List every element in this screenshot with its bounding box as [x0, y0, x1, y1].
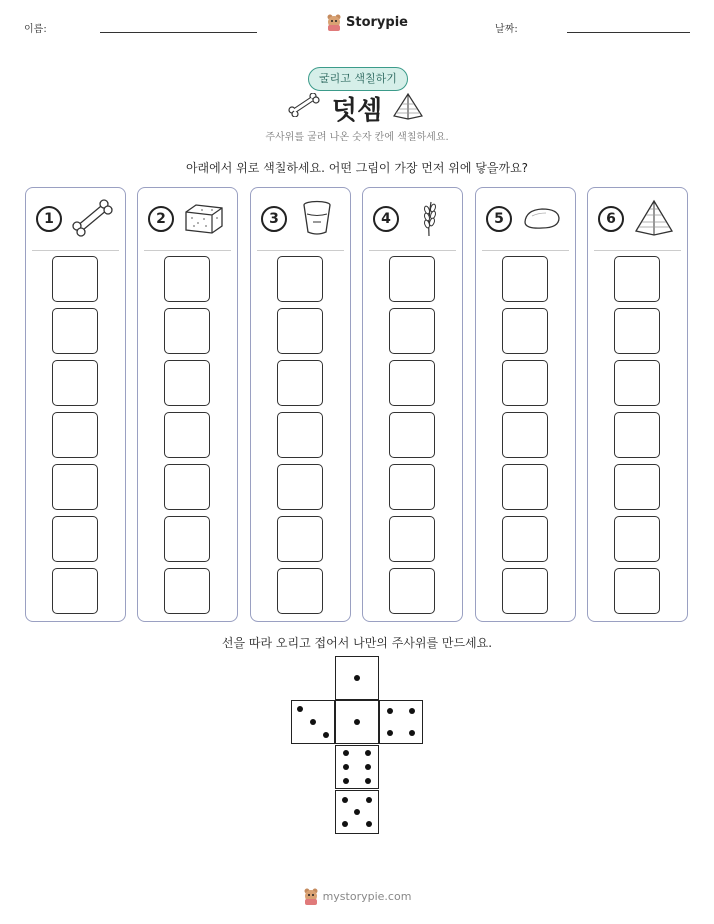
activity-badge: 굴리고 색칠하기 — [308, 67, 408, 91]
color-box[interactable] — [614, 516, 660, 562]
stone-icon — [520, 198, 564, 238]
color-box[interactable] — [52, 568, 98, 614]
storypie-bear-icon — [303, 887, 319, 905]
instruction-text: 아래에서 위로 색칠하세요. 어떤 그림이 가장 먼저 위에 닿을까요? — [185, 161, 529, 175]
page-title: 덧셈 — [331, 96, 383, 126]
color-box[interactable] — [52, 464, 98, 510]
column-divider — [257, 250, 344, 251]
track-column-4 — [362, 187, 463, 622]
die-face-6 — [335, 790, 379, 834]
color-box[interactable] — [389, 256, 435, 302]
color-box[interactable] — [614, 360, 660, 406]
color-box[interactable] — [614, 568, 660, 614]
color-box[interactable] — [52, 308, 98, 354]
color-box[interactable] — [164, 464, 210, 510]
track-column-6 — [587, 187, 688, 622]
color-box[interactable] — [164, 568, 210, 614]
track-column-5 — [475, 187, 576, 622]
color-box[interactable] — [164, 308, 210, 354]
color-box[interactable] — [614, 308, 660, 354]
column-divider — [594, 250, 681, 251]
color-box[interactable] — [277, 308, 323, 354]
color-box[interactable] — [277, 360, 323, 406]
bone-icon — [70, 198, 114, 238]
cup-icon — [295, 198, 339, 238]
die-face-5 — [335, 745, 379, 789]
color-box[interactable] — [502, 360, 548, 406]
cut-instruction: 선을 따라 오리고 접어서 나만의 주사위를 만드세요. — [221, 636, 493, 650]
column-divider — [144, 250, 231, 251]
color-box[interactable] — [502, 568, 548, 614]
color-box[interactable] — [52, 360, 98, 406]
color-box[interactable] — [502, 464, 548, 510]
column-number: 1 — [36, 206, 62, 232]
die-pip — [323, 732, 329, 738]
name-field-line[interactable] — [100, 32, 257, 33]
date-label: 날짜: — [495, 24, 518, 35]
track-column-2 — [137, 187, 238, 622]
column-number: 5 — [486, 206, 512, 232]
die-pip — [343, 750, 349, 756]
die-pip — [354, 719, 360, 725]
column-number: 6 — [598, 206, 624, 232]
die-pip — [310, 719, 316, 725]
die-pip — [365, 778, 371, 784]
die-pip — [387, 730, 393, 736]
color-box[interactable] — [52, 412, 98, 458]
footer — [0, 887, 714, 905]
die-face-3 — [335, 700, 379, 744]
die-pip — [409, 730, 415, 736]
die-pip — [365, 764, 371, 770]
storypie-bear-icon — [326, 13, 342, 31]
column-number: 2 — [148, 206, 174, 232]
color-box[interactable] — [502, 256, 548, 302]
color-box[interactable] — [389, 412, 435, 458]
die-pip — [342, 797, 348, 803]
color-box[interactable] — [614, 412, 660, 458]
track-column-1 — [25, 187, 126, 622]
color-box[interactable] — [164, 360, 210, 406]
column-divider — [369, 250, 456, 251]
color-box[interactable] — [502, 308, 548, 354]
column-divider — [482, 250, 569, 251]
die-pip — [343, 764, 349, 770]
die-pip — [342, 821, 348, 827]
date-field-line[interactable] — [567, 32, 690, 33]
brand-name: Storypie — [346, 14, 408, 30]
column-number: 4 — [373, 206, 399, 232]
die-pip — [409, 708, 415, 714]
color-box[interactable] — [277, 568, 323, 614]
die-pip — [354, 675, 360, 681]
color-box[interactable] — [52, 256, 98, 302]
color-box[interactable] — [164, 256, 210, 302]
die-pip — [366, 821, 372, 827]
color-box[interactable] — [389, 308, 435, 354]
page-subtitle: 주사위를 굴려 나온 숫자 칸에 색칠하세요. — [265, 132, 449, 143]
die-face-1 — [335, 656, 379, 700]
color-box[interactable] — [164, 516, 210, 562]
die-pip — [354, 809, 360, 815]
die-pip — [387, 708, 393, 714]
color-box[interactable] — [164, 412, 210, 458]
die-face-4 — [379, 700, 423, 744]
color-box[interactable] — [52, 516, 98, 562]
brand-logo — [326, 13, 408, 31]
color-box[interactable] — [277, 464, 323, 510]
color-box[interactable] — [502, 516, 548, 562]
color-box[interactable] — [614, 256, 660, 302]
color-box[interactable] — [277, 256, 323, 302]
color-box[interactable] — [277, 412, 323, 458]
wheat-icon — [407, 198, 451, 238]
column-number: 3 — [261, 206, 287, 232]
pyramid-icon — [392, 92, 424, 120]
color-box[interactable] — [614, 464, 660, 510]
die-pip — [297, 706, 303, 712]
color-box[interactable] — [277, 516, 323, 562]
color-box[interactable] — [389, 516, 435, 562]
die-pip — [366, 797, 372, 803]
color-box[interactable] — [389, 464, 435, 510]
die-pip — [343, 778, 349, 784]
column-divider — [32, 250, 119, 251]
track-column-3 — [250, 187, 351, 622]
color-box[interactable] — [389, 360, 435, 406]
die-pip — [365, 750, 371, 756]
name-label: 이름: — [24, 24, 47, 35]
color-box[interactable] — [389, 568, 435, 614]
color-box[interactable] — [502, 412, 548, 458]
sponge-icon — [182, 198, 226, 238]
die-face-2 — [291, 700, 335, 744]
footer-url[interactable]: mystorypie.com — [322, 889, 412, 903]
pyramid-icon — [632, 198, 676, 238]
